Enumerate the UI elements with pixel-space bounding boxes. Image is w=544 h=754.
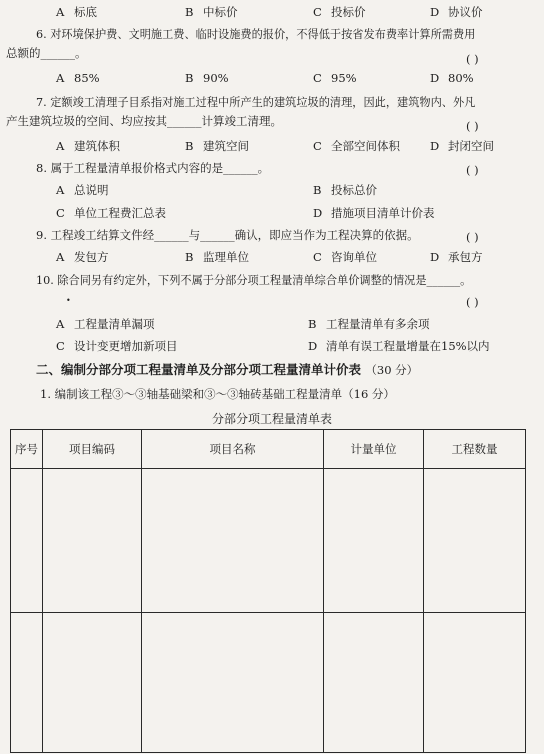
q5-option-c bbox=[313, 4, 366, 20]
table-row bbox=[11, 469, 526, 613]
q8-option-b bbox=[313, 182, 377, 198]
option-text: 95% bbox=[331, 71, 357, 85]
option-letter: A bbox=[56, 250, 65, 264]
option-text: 咨询单位 bbox=[331, 250, 377, 264]
table-cell[interactable] bbox=[424, 613, 526, 753]
table-cell[interactable] bbox=[11, 613, 43, 753]
q6-stem-line1: 6. 对环境保护费、文明施工费、临时设施费的报价，不得低于按省发布费率计算所需费用 bbox=[36, 28, 476, 41]
q9-option-c bbox=[313, 249, 377, 265]
option-text: 工程量清单有多余项 bbox=[326, 317, 430, 331]
header-quantity: 工程数量 bbox=[424, 430, 526, 469]
table-row bbox=[11, 613, 526, 753]
table-cell[interactable] bbox=[43, 613, 142, 753]
q6-option-d bbox=[430, 70, 474, 86]
q6-option-c bbox=[313, 70, 357, 86]
q9-stem: 9. 工程竣工结算文件经______与______确认，即应当作为工程决算的依据。 bbox=[36, 228, 419, 242]
q5-option-a bbox=[56, 4, 97, 20]
q6-answer-paren: ( ) bbox=[466, 52, 479, 66]
q5-option-b bbox=[185, 4, 238, 20]
q9-option-b bbox=[185, 249, 249, 265]
q6-stem-line2: 总额的______。 bbox=[6, 46, 87, 60]
stray-mark: • bbox=[66, 296, 71, 305]
option-letter: B bbox=[185, 250, 194, 264]
option-letter: A bbox=[56, 5, 65, 19]
option-text: 封闭空间 bbox=[448, 139, 494, 153]
q10-stem: 10. 除合同另有约定外，下列不属于分部分项工程量清单综合单价调整的情况是______。 bbox=[36, 274, 472, 287]
option-letter: C bbox=[56, 339, 65, 353]
section2-score: （30 分） bbox=[365, 363, 419, 377]
option-letter: C bbox=[313, 71, 322, 85]
q8-option-c bbox=[56, 205, 166, 221]
q6-option-a bbox=[56, 70, 100, 86]
option-text: 单位工程费汇总表 bbox=[74, 206, 166, 220]
option-letter: A bbox=[56, 183, 65, 197]
header-item-name: 项目名称 bbox=[142, 430, 324, 469]
option-text: 协议价 bbox=[448, 5, 483, 19]
option-text: 建筑体积 bbox=[74, 139, 120, 153]
option-letter: D bbox=[430, 5, 440, 19]
option-text: 总说明 bbox=[74, 183, 109, 197]
option-text: 建筑空间 bbox=[203, 139, 249, 153]
option-text: 措施项目清单计价表 bbox=[331, 206, 435, 220]
q8-stem: 8. 属于工程量清单报价格式内容的是______。 bbox=[36, 161, 270, 175]
table-cell[interactable] bbox=[11, 469, 43, 613]
q9-option-a bbox=[56, 249, 109, 265]
option-letter: D bbox=[430, 250, 440, 264]
option-text: 中标价 bbox=[203, 5, 238, 19]
q10-option-c bbox=[56, 338, 178, 354]
option-text: 清单有误工程量增量在15%以内 bbox=[326, 339, 490, 353]
q8-option-a bbox=[56, 182, 109, 198]
option-letter: B bbox=[185, 139, 194, 153]
option-text: 85% bbox=[74, 71, 100, 85]
option-letter: B bbox=[308, 317, 317, 331]
q8-answer-paren: ( ) bbox=[466, 163, 479, 177]
table-cell[interactable] bbox=[142, 613, 324, 753]
table-cell[interactable] bbox=[324, 613, 424, 753]
option-letter: C bbox=[313, 5, 322, 19]
table-cell[interactable] bbox=[43, 469, 142, 613]
option-letter: D bbox=[313, 206, 323, 220]
option-text: 标底 bbox=[74, 5, 97, 19]
option-letter: B bbox=[185, 71, 194, 85]
q7-stem-line2: 产生建筑垃圾的空间、均应按其______计算竣工清理。 bbox=[6, 114, 282, 128]
option-letter: C bbox=[313, 139, 322, 153]
table-header-row bbox=[11, 430, 526, 469]
option-letter: A bbox=[56, 317, 65, 331]
section2-subquestion: 1. 编制该工程③～③轴基础梁和③～③轴砖基础工程量清单（16 分） bbox=[40, 387, 395, 401]
option-letter: D bbox=[430, 71, 440, 85]
q9-answer-paren: ( ) bbox=[466, 230, 479, 244]
option-letter: D bbox=[430, 139, 440, 153]
option-text: 投标价 bbox=[331, 5, 366, 19]
option-text: 工程量清单漏项 bbox=[74, 317, 155, 331]
table-cell[interactable] bbox=[424, 469, 526, 613]
option-text: 设计变更增加新项目 bbox=[74, 339, 178, 353]
section2-title: 二、编制分部分项工程量清单及分部分项工程量清单计价表 bbox=[36, 362, 362, 377]
option-text: 全部空间体积 bbox=[331, 139, 400, 153]
table-cell[interactable] bbox=[142, 469, 324, 613]
option-text: 发包方 bbox=[74, 250, 109, 264]
q7-answer-paren: ( ) bbox=[466, 119, 479, 133]
option-letter: C bbox=[56, 206, 65, 220]
q7-option-c bbox=[313, 138, 400, 154]
q6-option-b bbox=[185, 70, 229, 86]
table-title: 分部分项工程量清单表 bbox=[211, 412, 332, 426]
option-letter: C bbox=[313, 250, 322, 264]
q8-option-d bbox=[313, 205, 435, 221]
option-letter: A bbox=[56, 71, 65, 85]
option-letter: A bbox=[56, 139, 65, 153]
q7-option-d bbox=[430, 138, 494, 154]
q5-option-d bbox=[430, 4, 483, 20]
option-text: 80% bbox=[448, 71, 474, 85]
q10-option-b bbox=[308, 316, 430, 332]
header-item-code: 项目编码 bbox=[43, 430, 142, 469]
q7-stem-line1: 7. 定额竣工清理子目系指对施工过程中所产生的建筑垃圾的清理，因此，建筑物内、外凡 bbox=[36, 96, 476, 109]
bill-of-quantities-table bbox=[10, 429, 526, 753]
option-letter: B bbox=[313, 183, 322, 197]
header-unit: 计量单位 bbox=[324, 430, 424, 469]
option-text: 承包方 bbox=[448, 250, 483, 264]
option-text: 监理单位 bbox=[203, 250, 249, 264]
option-text: 投标总价 bbox=[331, 183, 377, 197]
q9-option-d bbox=[430, 249, 483, 265]
table-cell[interactable] bbox=[324, 469, 424, 613]
q10-answer-paren: ( ) bbox=[466, 295, 479, 309]
q10-option-a bbox=[56, 316, 155, 332]
section2-heading bbox=[36, 361, 418, 379]
option-text: 90% bbox=[203, 71, 229, 85]
option-letter: D bbox=[308, 339, 318, 353]
q7-option-a bbox=[56, 138, 120, 154]
q10-option-d bbox=[308, 338, 490, 354]
header-seq: 序号 bbox=[11, 430, 43, 469]
q7-option-b bbox=[185, 138, 249, 154]
option-letter: B bbox=[185, 5, 194, 19]
